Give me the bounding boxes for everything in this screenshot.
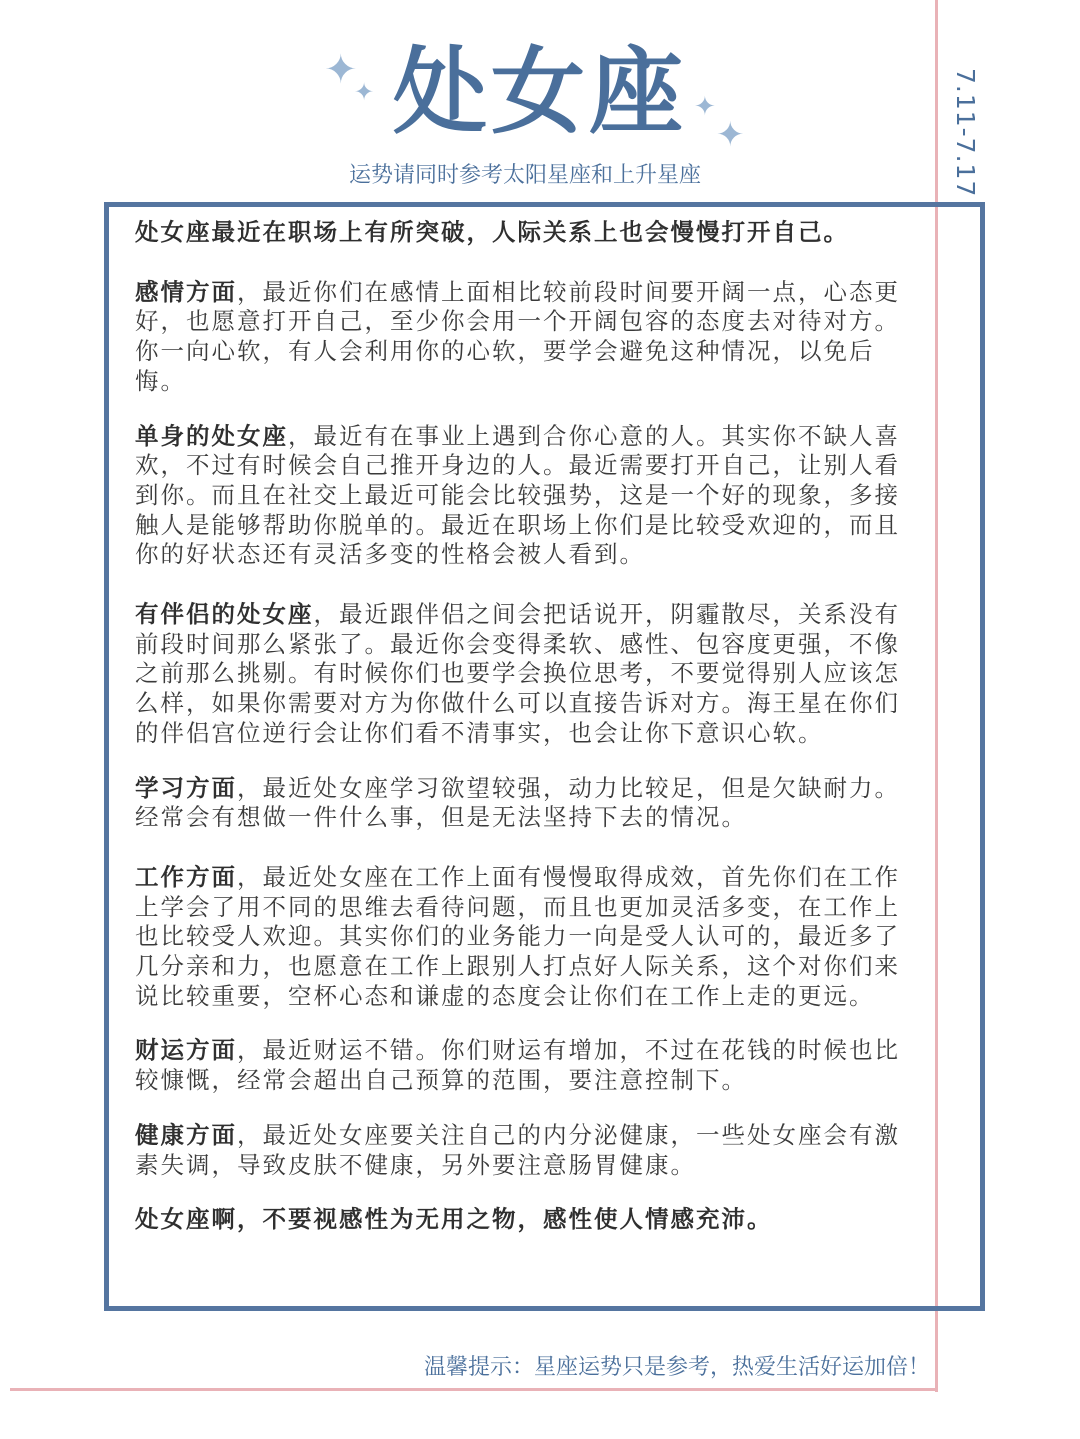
section-single (135, 422, 911, 571)
section-heading: 单身的处女座 (135, 421, 288, 450)
horoscope-content (135, 218, 911, 1235)
section-heading: 工作方面 (135, 862, 237, 891)
page-subtitle: 运势请同时参考太阳星座和上升星座 (348, 163, 701, 188)
section-love (135, 278, 911, 397)
pink-horizontal-line (10, 1388, 938, 1391)
section-heading: 健康方面 (135, 1120, 237, 1149)
date-range: 7.11-7.17 (951, 68, 980, 198)
section-text: ，最近处女座学习欲望较强，动力比较足，但是欠缺耐力。经常会有想做一件什么事，但是无法坚持下去的情况。 (135, 773, 900, 832)
section-health (135, 1121, 911, 1180)
sparkle-icon: ✦ (694, 92, 716, 122)
section-text: ，最近跟伴侣之间会把话说开，阴霾散尽，关系没有前段时间那么紧张了。最近你会变得柔软、感性、包容度更强，不像之前那么挑剔。有时候你们也要学会换位思考，不要觉得别人应该怎么样，如果你需要对方为你做什么可以直接告诉对方。海王星在你们的伴侣宫位逆行会让你们看不清事实，也会让你下意识心软。 (135, 600, 900, 747)
section-wealth (135, 1036, 911, 1095)
intro-text: 处女座最近在职场上有所突破，人际关系上也会慢慢打开自己。 (135, 218, 849, 246)
section-text: ，最近处女座要关注自己的内分泌健康，一些处女座会有激素失调，导致皮肤不健康，另外要注意肠胃健康。 (135, 1120, 900, 1179)
section-heading: 财运方面 (135, 1036, 237, 1065)
page-title: 处女座 (392, 38, 687, 147)
section-partnered (135, 600, 911, 749)
closing-text: 处女座啊，不要视感性为无用之物，感性使人情感充沛。 (135, 1205, 773, 1234)
sparkle-icon: ✦ (354, 78, 375, 106)
footer-tip: 温馨提示：星座运势只是参考，热爱生活好运加倍！ (423, 1355, 930, 1380)
sparkle-icon: ✦ (324, 47, 358, 93)
sparkle-icon: ✦ (716, 115, 745, 155)
section-text: ，最近处女座在工作上面有慢慢取得成效，首先你们在工作上学会了用不同的思维去看待问题，而且也更加灵活多变，在工作上也比较受人欢迎。其实你们的业务能力一向是受人认可的，最近多了几分亲和力，也愿意在工作上跟别人打点好人际关系，这个对你们来说比较重要，空杯心态和谦虚的态度会让你们在工作上走的更远。 (135, 862, 900, 1010)
section-heading: 有伴侣的处女座 (135, 600, 314, 629)
section-study (135, 774, 911, 833)
section-text: ，最近财运不错。你们财运有增加，不过在花钱的时候也比较慷慨，经常会超出自己预算的范围，要注意控制下。 (135, 1036, 900, 1095)
section-text: ，最近有在事业上遇到合你心意的人。其实你不缺人喜欢，不过有时候会自己推开身边的人。最近需要打开自己，让别人看到你。而且在社交上最近可能会比较强势，这是一个好的现象，多接触人是能够帮助你脱单的。最近在职场上你们是比较受欢迎的，而且你的好状态还有灵活多变的性格会被人看到。 (135, 421, 900, 569)
section-text: ，最近你们在感情上面相比较前段时间要开阔一点，心态更好，也愿意打开自己，至少你会用一个开阔包容的态度去对待对方。你一向心软，有人会利用你的心软，要学会避免这种情况，以免后悔。 (135, 277, 900, 395)
section-work (135, 863, 911, 1012)
section-heading: 学习方面 (135, 773, 237, 802)
section-heading: 感情方面 (135, 277, 237, 306)
